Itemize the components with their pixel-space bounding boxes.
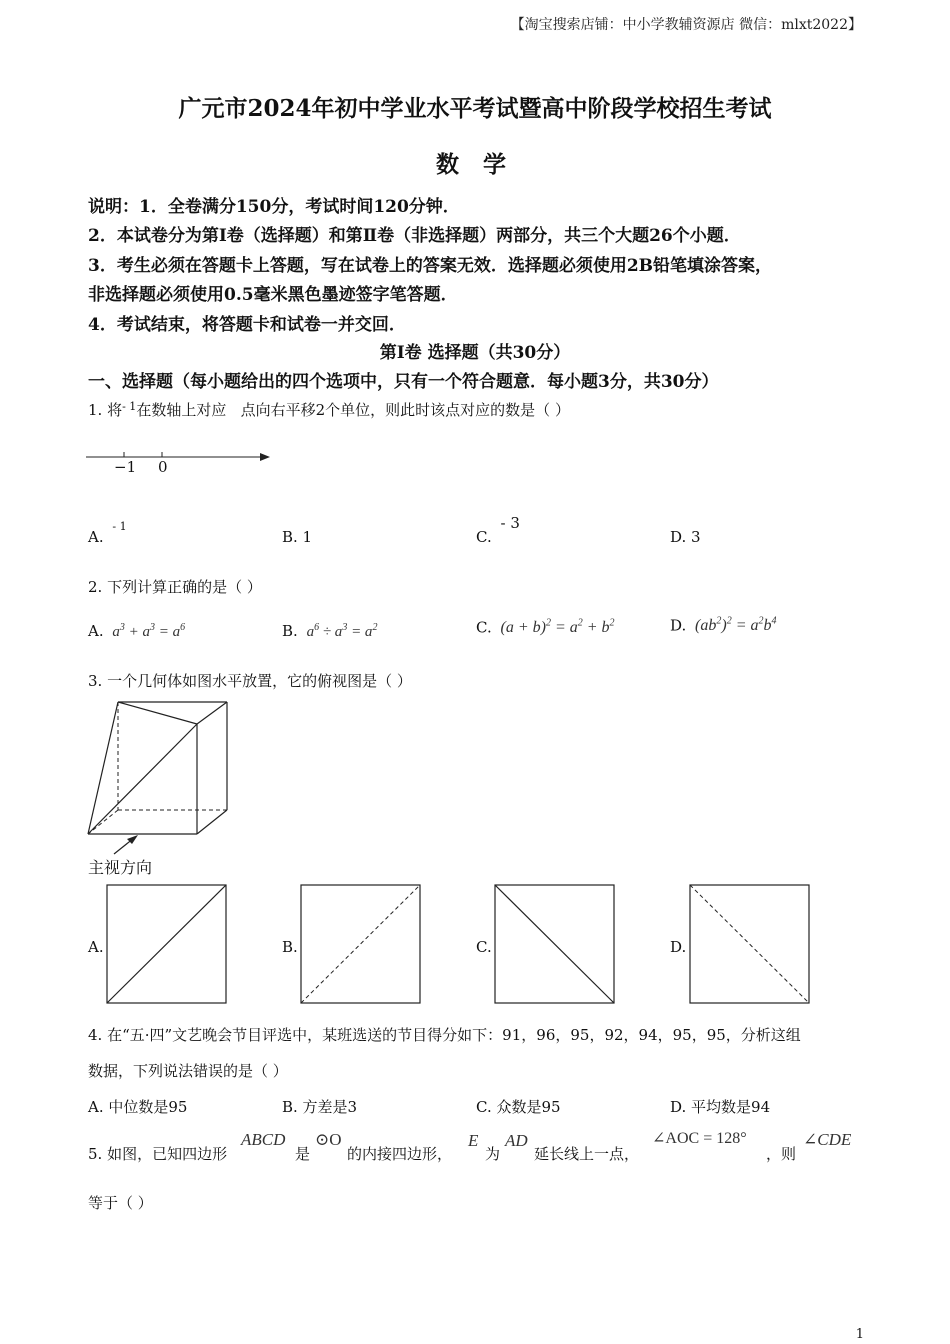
- q3-option-b-figure: [300, 884, 422, 1006]
- q1-option-a: [88, 520, 127, 546]
- q1-text-a: 1. 将: [88, 401, 123, 419]
- q3-option-a-figure: [106, 884, 228, 1006]
- solid-figure: [84, 698, 234, 858]
- view-direction-label: 主视方向: [88, 858, 153, 877]
- page-header: 【淘宝搜索店铺：中小学教辅资源店 微信：mlxt2022】: [510, 17, 862, 33]
- q2-option-b-label: B.: [282, 622, 298, 640]
- instruction-2: 2．本试卷分为第Ⅰ卷（选择题）和第Ⅱ卷（非选择题）两部分，共三个大题26个小题．: [88, 226, 741, 246]
- q1-text-b: 在数轴上对应: [136, 401, 227, 419]
- q4-stem-line1: 4. 在“五·四”文艺晚会节目评选中，某班选送的节目得分如下：91，96，95，92，94，95，95，分析这组: [88, 1026, 801, 1044]
- tick-label-minus-one: −1: [114, 458, 137, 476]
- q1-option-b: B. 1: [282, 528, 313, 546]
- q2-option-d-label: D.: [670, 616, 687, 635]
- q2-option-c-expr: $(a + b)^2 = a^2 + b^2$: [500, 618, 615, 637]
- q1-option-c-value: - 3: [500, 514, 520, 532]
- exam-title: 广元市2024年初中学业水平考试暨高中阶段学校招生考试: [178, 95, 772, 122]
- subject-title: 数 学: [435, 151, 514, 178]
- q2-option-c: [476, 618, 615, 637]
- q5-math-e: E: [468, 1131, 479, 1150]
- section1-title: 一、选择题（每小题给出的四个选项中，只有一个符合题意．每小题3分，共30分）: [88, 372, 719, 392]
- q3-option-a-label: A.: [88, 938, 104, 956]
- q2-option-a-label: A.: [88, 622, 104, 640]
- q4-stem-line2: 数据，下列说法错误的是（ ）: [88, 1062, 288, 1080]
- q1-stem: [88, 399, 570, 420]
- q2-stem: 2. 下列计算正确的是（ ）: [88, 578, 262, 596]
- q4-option-a: A. 中位数是95: [88, 1098, 188, 1116]
- q1-option-c: [476, 514, 520, 546]
- q5-stem-line2: 等于（ ）: [88, 1194, 153, 1212]
- instruction-4: 4．考试结束，将答题卡和试卷一并交回．: [88, 315, 406, 335]
- q3-stem: 3. 一个几何体如图水平放置，它的俯视图是（ ）: [88, 672, 412, 690]
- q2-option-d: [670, 616, 777, 635]
- instruction-3-cont: 非选择题必须使用0.5毫米黑色墨迹签字笔答题．: [88, 285, 458, 305]
- q5-math-abcd: ABCD: [241, 1130, 286, 1149]
- q5-text-2: 是: [295, 1145, 311, 1163]
- q3-option-d-label: D.: [670, 938, 687, 956]
- q2-option-b-expr: $a^6 \div a^3 = a^2$: [306, 622, 378, 640]
- instruction-1: 说明：1．全卷满分150分，考试时间120分钟．: [88, 197, 460, 217]
- q1-option-c-label: C.: [476, 528, 492, 546]
- q3-option-c-figure: [494, 884, 616, 1006]
- q1-value: - 1: [122, 400, 137, 413]
- q5-text-3: 的内接四边形，: [347, 1145, 453, 1163]
- q5-text-1: 5. 如图，已知四边形: [88, 1145, 228, 1163]
- q5-text-5: 延长线上一点，: [534, 1145, 640, 1163]
- q5-text-6: ，则: [766, 1145, 797, 1163]
- q4-option-b: B. 方差是3: [282, 1098, 358, 1116]
- q2-option-b: [282, 622, 377, 641]
- page-number: 1: [855, 1327, 864, 1342]
- q1-text-c: 点向右平移2个单位，则此时该点对应的数是（ ）: [240, 401, 570, 419]
- q2-option-a-expr: $a^3 + a^3 = a^6$: [112, 622, 186, 640]
- q2-option-c-label: C.: [476, 618, 492, 637]
- part1-title: 第Ⅰ卷 选择题（共30分）: [379, 343, 571, 363]
- tick-label-zero: 0: [158, 458, 168, 476]
- q3-option-b-label: B.: [282, 938, 298, 956]
- q3-option-d-figure: [689, 884, 811, 1006]
- q5-text-4: 为: [485, 1145, 501, 1163]
- q5-math-angle-cde: ∠CDE: [803, 1130, 852, 1149]
- q1-option-a-label: A.: [88, 528, 104, 546]
- q5-math-ad: AD: [505, 1131, 528, 1150]
- q4-option-c: C. 众数是95: [476, 1098, 561, 1116]
- q2-option-d-expr: $(ab^2)^2 = a^2b^4$: [695, 616, 777, 635]
- instruction-3: 3．考生必须在答题卡上答题，写在试卷上的答案无效．选择题必须使用2B铅笔填涂答案，: [88, 256, 773, 276]
- number-line-arrow-icon: [260, 453, 270, 461]
- q1-option-a-value: - 1: [112, 520, 127, 533]
- q1-option-d: D. 3: [670, 528, 701, 546]
- q2-option-a: [88, 622, 185, 641]
- q5-math-angle-aoc: ∠AOC = 128°: [652, 1130, 747, 1147]
- q3-option-c-label: C.: [476, 938, 492, 956]
- q5-math-circle-o: ⊙O: [315, 1130, 342, 1149]
- q4-option-d: D. 平均数是94: [670, 1098, 771, 1116]
